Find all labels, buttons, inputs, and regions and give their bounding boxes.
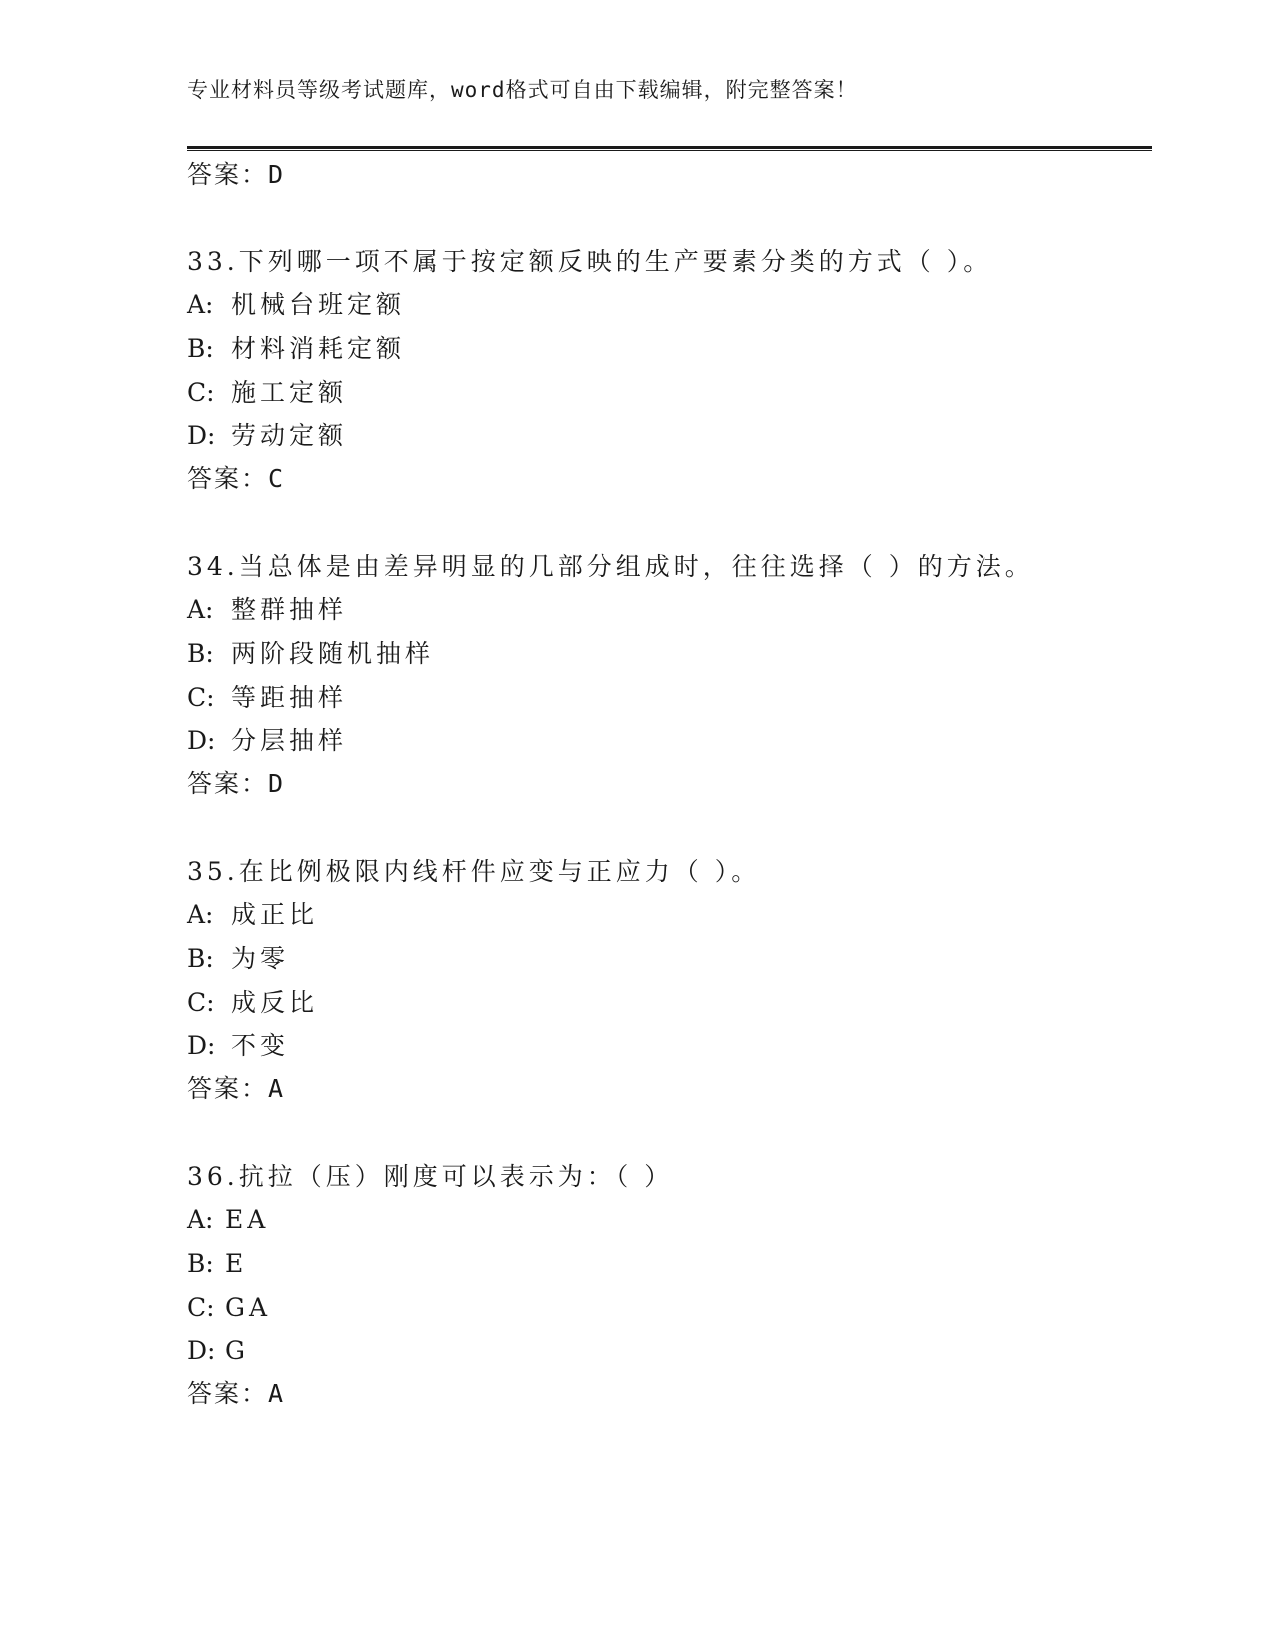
option-key: D:: [187, 1336, 216, 1365]
prev-answer: [187, 160, 283, 190]
option-key: A:: [187, 900, 214, 929]
option-text: 为零: [231, 944, 290, 973]
option-a: [187, 1205, 269, 1235]
answer-label: 答案：: [187, 1379, 269, 1408]
option-key: B:: [187, 334, 214, 363]
option-text: 不变: [231, 1031, 290, 1060]
option-c: [187, 988, 318, 1018]
option-key: B:: [187, 944, 214, 973]
answer-value: A: [268, 1379, 284, 1408]
option-b: [187, 944, 289, 974]
option-text: 两阶段随机抽样: [231, 639, 435, 668]
option-key: A:: [187, 290, 214, 319]
option-text: 整群抽样: [231, 595, 348, 624]
answer-label: 答案：: [187, 769, 269, 798]
question-answer: [187, 464, 283, 494]
question-answer: [187, 1379, 283, 1409]
answer-label: 答案：: [187, 464, 269, 493]
option-text: 分层抽样: [231, 726, 348, 755]
option-text: 成反比: [231, 988, 319, 1017]
option-b: [187, 334, 405, 364]
answer-value: C: [268, 464, 284, 493]
question-stem: 34.当总体是由差异明显的几部分组成时，往往选择（ ）的方法。: [187, 552, 1034, 581]
option-b: [187, 639, 434, 669]
option-text: 等距抽样: [231, 683, 348, 712]
option-text: E: [225, 1249, 248, 1278]
option-key: C:: [187, 683, 215, 712]
question-stem: 35.在比例极限内线杆件应变与正应力（ ）。: [187, 857, 761, 886]
option-key: C:: [187, 1293, 215, 1322]
option-text: G: [225, 1336, 249, 1365]
option-a: [187, 900, 318, 930]
option-key: C:: [187, 378, 215, 407]
answer-value: D: [268, 769, 284, 798]
answer-value: A: [268, 1074, 284, 1103]
option-c: [187, 1293, 271, 1323]
option-key: D:: [187, 1031, 216, 1060]
answer-label: 答案：: [187, 1074, 269, 1103]
question-answer: [187, 769, 283, 799]
option-d: [187, 421, 347, 451]
option-key: C:: [187, 988, 215, 1017]
option-d: [187, 1031, 289, 1061]
option-d: [187, 726, 347, 756]
question-answer: [187, 1074, 283, 1104]
header-rule: [187, 146, 1152, 151]
option-text: GA: [225, 1293, 272, 1322]
option-text: 成正比: [231, 900, 319, 929]
option-text: 机械台班定额: [231, 290, 406, 319]
option-key: B:: [187, 639, 214, 668]
option-text: 材料消耗定额: [231, 334, 406, 363]
option-c: [187, 683, 347, 713]
page-header: 专业材料员等级考试题库，word格式可自由下载编辑，附完整答案！: [187, 78, 858, 102]
option-key: A:: [187, 1205, 214, 1234]
answer-value: D: [268, 160, 284, 189]
answer-label: 答案：: [187, 160, 269, 189]
option-text: 劳动定额: [231, 421, 348, 450]
option-text: EA: [225, 1205, 270, 1234]
question-stem: 36.抗拉（压）刚度可以表示为：（ ）: [187, 1162, 674, 1191]
option-b: [187, 1249, 247, 1279]
option-key: A:: [187, 595, 214, 624]
option-a: [187, 290, 405, 320]
option-key: D:: [187, 421, 216, 450]
option-text: 施工定额: [231, 378, 348, 407]
option-key: D:: [187, 726, 216, 755]
option-d: [187, 1336, 249, 1366]
question-stem: 33.下列哪一项不属于按定额反映的生产要素分类的方式（ ）。: [187, 247, 993, 276]
option-key: B:: [187, 1249, 214, 1278]
option-a: [187, 595, 347, 625]
option-c: [187, 378, 347, 408]
